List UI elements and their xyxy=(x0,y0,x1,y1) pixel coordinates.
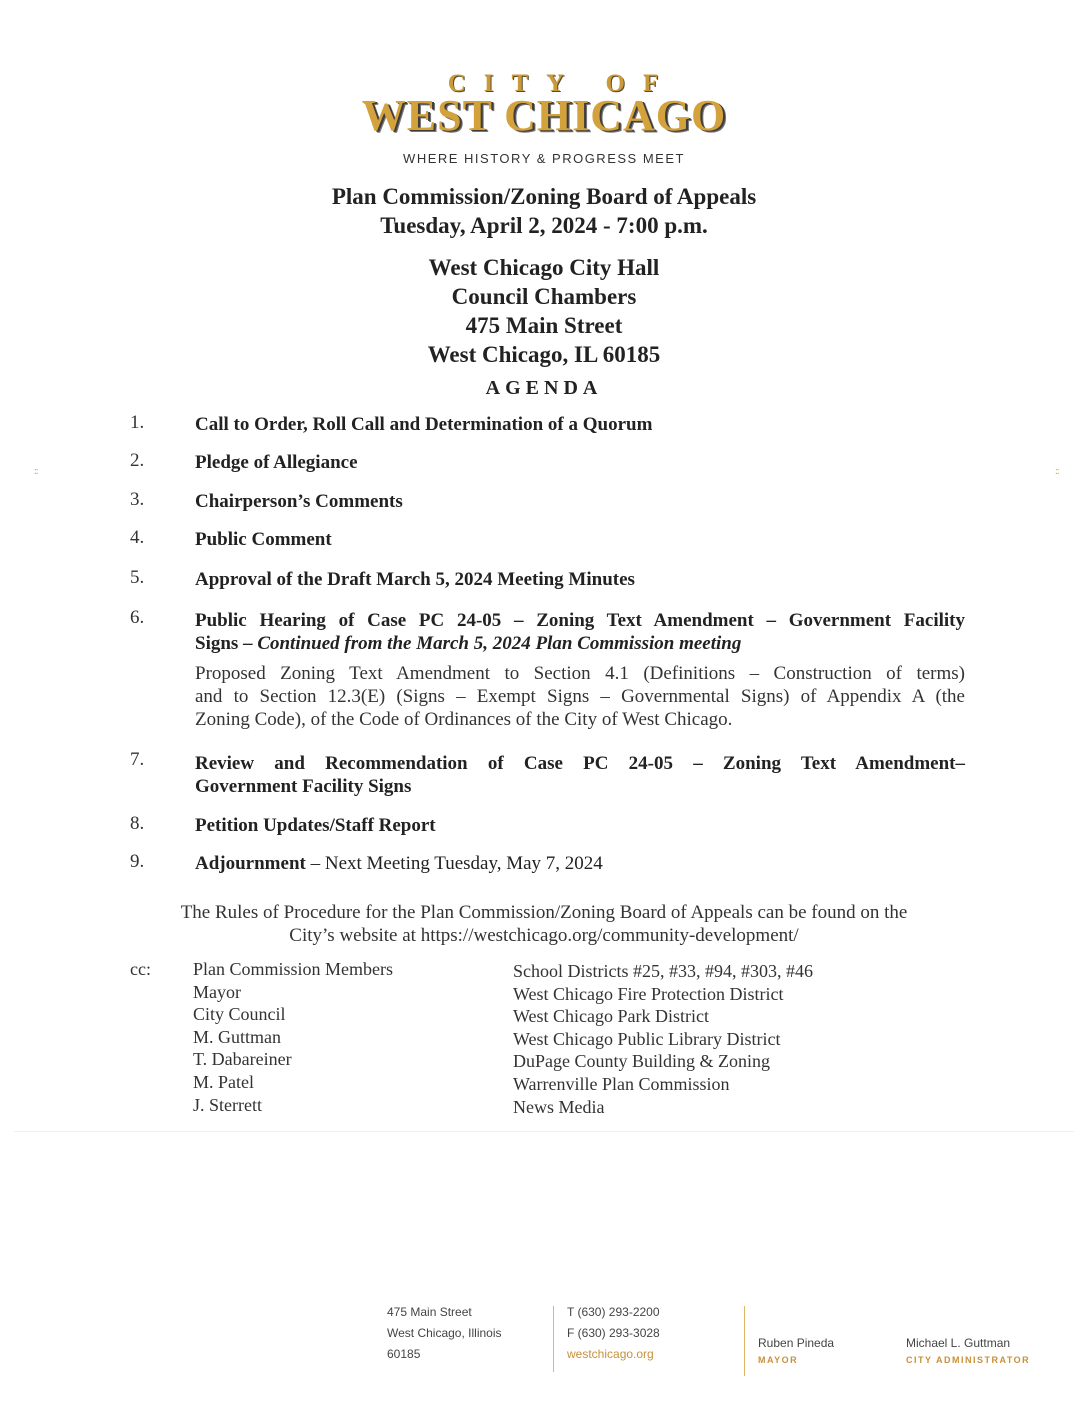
agenda-item-continuation-note: Continued from the March 5, 2024 Plan Commission meeting xyxy=(257,633,742,654)
agenda-item-title: Public Hearing of Case PC 24-05 – Zoning Text Amendment – Government Facility xyxy=(195,610,965,631)
footer-address-line: 475 Main Street xyxy=(387,1305,472,1319)
agenda-item-number: 4. xyxy=(130,527,145,548)
description-line: Proposed Zoning Text Amendment to Section 4.1 (Definitions – Construction of terms) xyxy=(195,663,965,684)
cc-recipient: Warrenville Plan Commission xyxy=(513,1073,730,1094)
rules-line: The Rules of Procedure for the Plan Commission/Zoning Board of Appeals can be found on the xyxy=(180,902,908,923)
footer-divider xyxy=(744,1306,745,1376)
cc-recipient: West Chicago Fire Protection District xyxy=(513,983,784,1004)
agenda-item-9 xyxy=(195,852,965,875)
cc-list-right xyxy=(513,960,813,1118)
mayor-name: Ruben Pineda xyxy=(758,1336,835,1350)
cc-recipient: School Districts #25, #33, #94, #303, #46 xyxy=(513,961,813,981)
agenda-item-title: Review and Recommendation of Case PC 24-05 – Zoning Text Amendment– xyxy=(195,753,965,774)
footer-website-link[interactable]: westchicago.org xyxy=(567,1347,654,1361)
meeting-address xyxy=(0,253,1088,369)
agenda-item-number: 1. xyxy=(130,412,145,433)
cc-recipient: Mayor xyxy=(193,981,241,1002)
agenda-item-number: 3. xyxy=(130,489,145,510)
binding-marker-left: :: xyxy=(34,466,38,477)
agenda-item-description xyxy=(195,662,965,731)
address-line: West Chicago, IL 60185 xyxy=(427,342,661,367)
footer-contact xyxy=(567,1302,660,1365)
address-line: West Chicago City Hall xyxy=(428,255,660,280)
agenda-item-title: Petition Updates/Staff Report xyxy=(195,815,436,836)
footer-address-line: West Chicago, Illinois xyxy=(387,1326,502,1340)
rules-of-procedure xyxy=(100,901,988,947)
cc-list-left xyxy=(193,958,393,1116)
meeting-date: Tuesday, April 2, 2024 - 7:00 p.m. xyxy=(380,213,708,238)
cc-recipient: DuPage County Building & Zoning xyxy=(513,1051,771,1072)
footer-address-line: 60185 xyxy=(387,1347,421,1361)
footer-divider xyxy=(553,1306,554,1372)
cc-recipient: News Media xyxy=(513,1096,605,1117)
agenda-item-title-part: Signs – xyxy=(195,633,258,654)
cc-recipient: City Council xyxy=(193,1004,286,1025)
logo-west-chicago: WEST CHICAGO xyxy=(361,91,727,140)
meeting-title: Plan Commission/Zoning Board of Appeals xyxy=(331,184,757,209)
description-line: and to Section 12.3(E) (Signs – Exempt Signs – Governmental Signs) of Appendix A (the xyxy=(195,686,965,707)
description-line: Zoning Code), of the Code of Ordinances of the City of West Chicago. xyxy=(195,709,733,730)
agenda-item-title: Pledge of Allegiance xyxy=(195,452,358,473)
address-line: 475 Main Street xyxy=(465,313,623,338)
address-line: Council Chambers xyxy=(451,284,637,309)
cc-recipient: Plan Commission Members xyxy=(193,959,394,979)
agenda-item-title: Adjournment xyxy=(195,853,306,874)
next-meeting-note: – Next Meeting Tuesday, May 7, 2024 xyxy=(305,853,603,874)
agenda-item-number: 2. xyxy=(130,450,145,471)
cc-recipient: J. Sterrett xyxy=(193,1094,262,1115)
page-divider xyxy=(14,1131,1074,1132)
logo-city-of: CITY OF xyxy=(447,70,677,97)
agenda-item-title: Approval of the Draft March 5, 2024 Meeting Minutes xyxy=(195,569,635,590)
rules-line: City’s website at https://westchicago.org/community-development/ xyxy=(289,925,799,946)
agenda-heading: AGENDA xyxy=(485,377,603,399)
agenda-item-7 xyxy=(195,752,965,798)
footer-mayor xyxy=(758,1333,834,1366)
cc-recipient: West Chicago Park District xyxy=(513,1006,710,1027)
cc-recipient: T. Dabareiner xyxy=(193,1049,292,1070)
agenda-item-title: Chairperson’s Comments xyxy=(195,491,403,512)
agenda-item-number: 6. xyxy=(130,607,145,628)
footer-administrator xyxy=(906,1333,1030,1366)
cc-recipient: M. Guttman xyxy=(193,1026,281,1047)
logo-tagline: WHERE HISTORY & PROGRESS MEET xyxy=(403,151,685,166)
agenda-item-number: 5. xyxy=(130,567,145,588)
binding-marker-right: :: xyxy=(1055,466,1059,477)
mayor-role: MAYOR xyxy=(758,1355,799,1365)
footer-phone: T (630) 293-2200 xyxy=(567,1305,660,1319)
footer-fax: F (630) 293-3028 xyxy=(567,1326,660,1340)
agenda-item-title: Call to Order, Roll Call and Determination of a Quorum xyxy=(195,414,653,435)
agenda-item-6 xyxy=(195,609,965,655)
administrator-role: CITY ADMINISTRATOR xyxy=(906,1355,1031,1365)
cc-recipient: West Chicago Public Library District xyxy=(513,1028,781,1049)
administrator-name: Michael L. Guttman xyxy=(906,1336,1011,1350)
footer-address xyxy=(387,1302,502,1365)
cc-recipient: M. Patel xyxy=(193,1071,254,1092)
agenda-item-number: 8. xyxy=(130,813,145,834)
agenda-item-number: 7. xyxy=(130,749,145,770)
agenda-item-number: 9. xyxy=(130,851,145,872)
agenda-item-title: Public Comment xyxy=(195,529,332,550)
agenda-item-title-line2: Government Facility Signs xyxy=(195,776,412,797)
cc-label: cc: xyxy=(130,959,151,979)
agenda-item-title-line2 xyxy=(195,632,965,655)
